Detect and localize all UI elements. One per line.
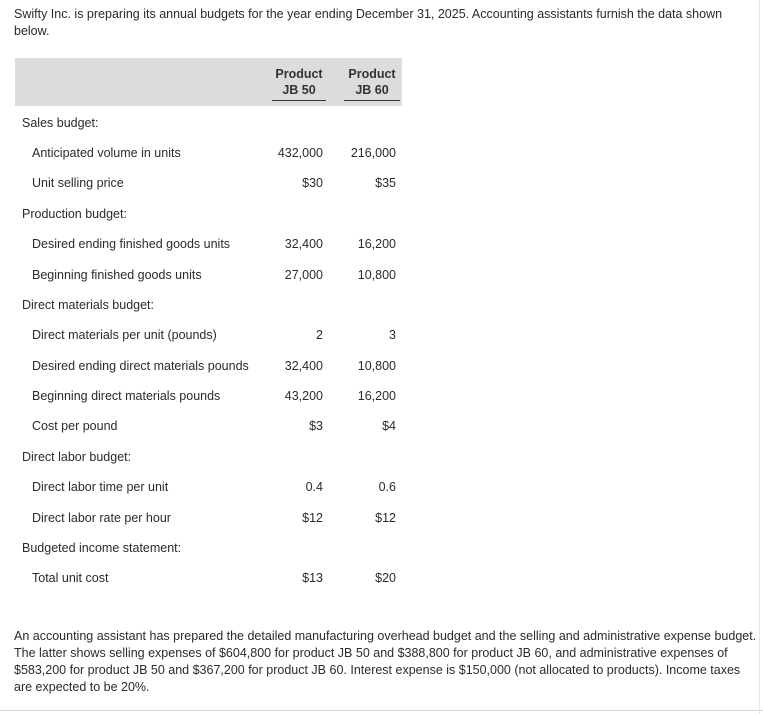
column-header-jb50: [272, 66, 326, 101]
row-label: Unit selling price: [32, 176, 124, 190]
row-label: Direct materials per unit (pounds): [32, 328, 217, 342]
value-jb60: 10,800: [357, 359, 396, 373]
table-row: [0, 326, 420, 344]
table-row: [0, 266, 420, 284]
table-row: [0, 448, 420, 466]
value-jb60: $35: [375, 176, 396, 190]
value-jb60: 0.6: [378, 480, 396, 494]
table-row: [0, 569, 420, 587]
value-jb60: 216,000: [350, 146, 396, 160]
table-row: [0, 144, 420, 162]
row-label: Budgeted income statement:: [22, 541, 182, 555]
column-header-jb50-line2: JB 50: [272, 82, 326, 101]
table-row: [0, 205, 420, 223]
value-jb50: 32,400: [284, 359, 323, 373]
row-label: Direct labor budget:: [22, 450, 132, 464]
value-jb50: 27,000: [284, 268, 323, 282]
table-row: [0, 296, 420, 314]
row-label: Direct materials budget:: [22, 298, 155, 312]
column-header-jb50-line1: Product: [275, 67, 323, 81]
value-jb50: 432,000: [277, 146, 323, 160]
value-jb50: 43,200: [284, 389, 323, 403]
row-label: Desired ending finished goods units: [32, 237, 231, 251]
value-jb60: 10,800: [357, 268, 396, 282]
value-jb60: $12: [375, 511, 396, 525]
table-row: [0, 539, 420, 557]
intro-paragraph: Swifty Inc. is preparing its annual budgets for the year ending December 31, 2025. Accounting assistants furnish the data shown below.: [14, 7, 723, 38]
row-label: Beginning finished goods units: [32, 268, 202, 282]
column-header-jb60: [344, 66, 400, 101]
bottom-divider: [0, 710, 763, 711]
table-row: [0, 417, 420, 435]
table-row: [0, 387, 420, 405]
table-row: [0, 478, 420, 496]
column-header-jb60-line2: JB 60: [344, 82, 400, 101]
table-row: [0, 174, 420, 192]
row-label: Beginning direct materials pounds: [32, 389, 221, 403]
row-label: Production budget:: [22, 207, 127, 221]
row-label: Sales budget:: [22, 116, 99, 130]
value-jb50: 0.4: [305, 480, 323, 494]
value-jb60: $20: [375, 571, 396, 585]
column-header-jb60-line1: Product: [348, 67, 396, 81]
row-label: Direct labor time per unit: [32, 480, 169, 494]
value-jb60: 16,200: [357, 237, 396, 251]
row-label: Anticipated volume in units: [32, 146, 181, 160]
value-jb50: $12: [302, 511, 323, 525]
row-label: Direct labor rate per hour: [32, 511, 171, 525]
row-label: Desired ending direct materials pounds: [32, 359, 249, 373]
value-jb60: 3: [389, 328, 396, 342]
value-jb50: 2: [316, 328, 323, 342]
value-jb50: $3: [309, 419, 323, 433]
table-row: [0, 235, 420, 253]
table-row: [0, 509, 420, 527]
value-jb60: $4: [382, 419, 396, 433]
table-row: [0, 357, 420, 375]
right-divider: [759, 0, 760, 714]
value-jb50: $13: [302, 571, 323, 585]
table-row: [0, 114, 420, 132]
value-jb60: 16,200: [357, 389, 396, 403]
row-label: Cost per pound: [32, 419, 118, 433]
outro-paragraph: An accounting assistant has prepared the detailed manufacturing overhead budget and the selling and administrative expense budget. The latter shows selling expenses of $604,800 for product JB 50 and $388,800 for product JB 60, and administrative expenses of $583,200 for product JB 50 and $367,200 for product JB 60. Interest expense is $150,000 (not allocated to products). Income taxes are expected to be 20%.: [14, 629, 757, 694]
row-label: Total unit cost: [32, 571, 109, 585]
value-jb50: 32,400: [284, 237, 323, 251]
value-jb50: $30: [302, 176, 323, 190]
